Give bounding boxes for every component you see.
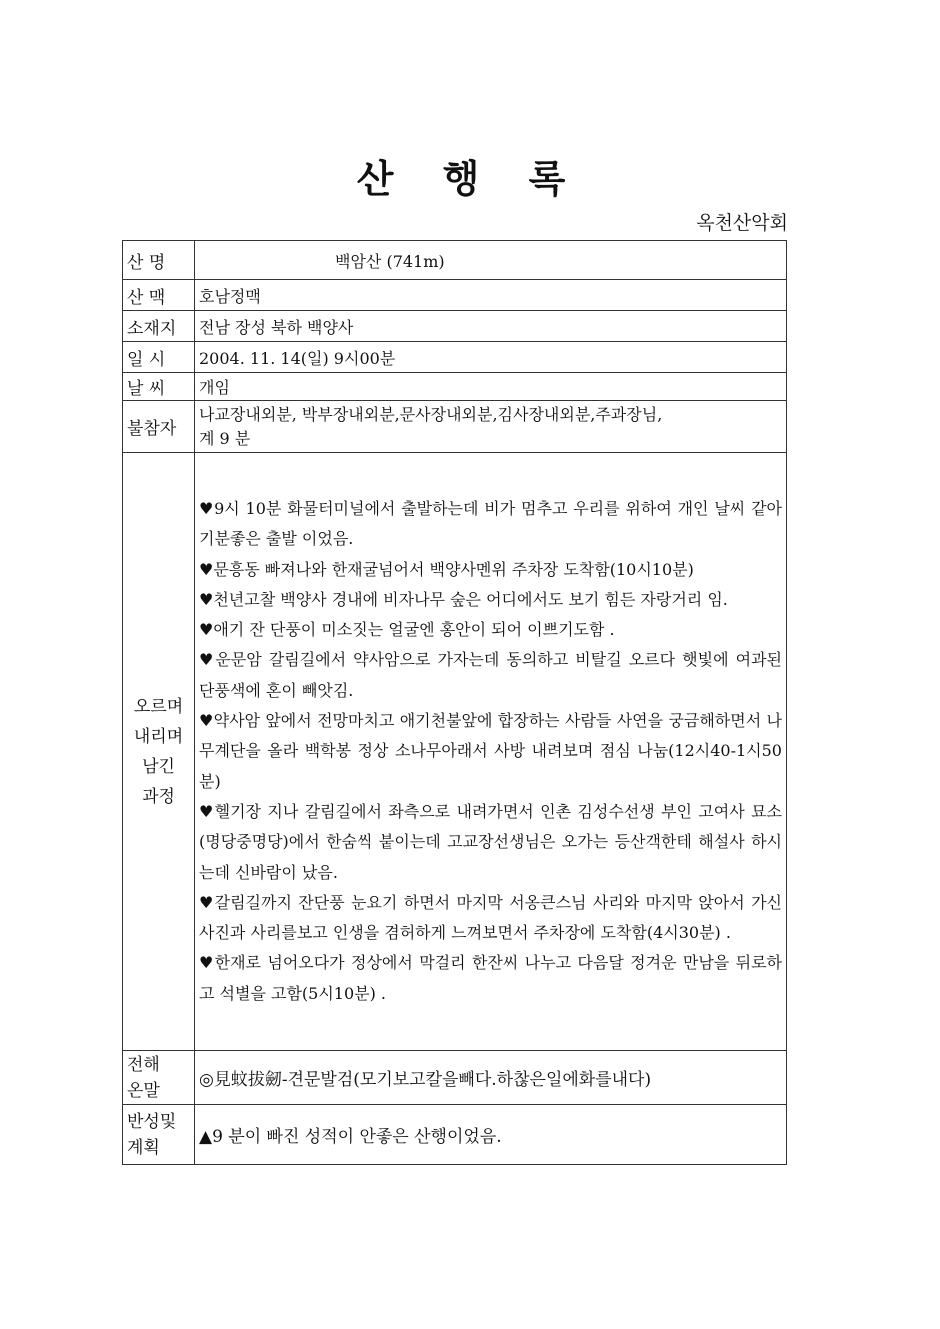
label-location: 소재지 [123,311,195,342]
process-paragraph: ♥한재로 넘어오다가 정상에서 막걸리 한잔씨 나누고 다음달 정겨운 만남을 뒤로하고 석별을 고함(5시10분) . [199,953,782,1003]
row-weather [123,373,787,401]
label-process-line-2: 내리며 [133,726,184,747]
value-date: 2004. 11. 14(일) 9시00분 [195,342,787,373]
label-participants: 불참자 [123,401,195,453]
row-location [123,311,787,342]
label-weather: 날 씨 [123,373,195,401]
process-paragraph: ♥헬기장 지나 갈림길에서 좌측으로 내려가면서 인촌 김성수선생 부인 고여사 묘소(명당중명당)에서 한숨씩 붙이는데 고교장선생님은 오가는 등산객한테 해설사 하시는데 신바람이 났음. [199,801,782,882]
process-paragraph: ♥애기 잔 단풍이 미소짓는 얼굴엔 홍안이 되어 이쁘기도함 . [199,620,615,640]
row-date [123,342,787,373]
value-weather: 개임 [195,373,787,401]
row-participants [123,401,787,453]
process-paragraph: ♥운문암 갈림길에서 약사암으로 가자는데 동의하고 비탈길 오르다 햇빛에 여과된 단풍색에 혼이 빼앗김. [199,650,782,700]
label-reflection [123,1105,195,1165]
label-reflection-line-1: 반성및 [127,1111,177,1132]
row-process [123,453,787,1051]
value-participants [195,401,787,453]
participants-line-2: 계 9 분 [199,428,251,448]
label-process [123,453,195,1051]
process-paragraph: ♥갈림길까지 잔단풍 눈요기 하면서 마지막 서옹큰스님 사리와 마지막 앉아서 가신 사진과 사리를보고 인생을 겸허하게 느껴보면서 주차장에 도착함(4시30분) . [199,892,782,943]
document-title: 산 행 록 [356,156,584,201]
label-process-line-1: 오르며 [133,696,184,717]
value-reflection: ▲9 분이 빠진 성적이 안좋은 산행이었음. [195,1105,787,1165]
label-saying-line-2: 온말 [127,1080,160,1101]
label-mountain: 산 명 [123,241,195,280]
row-ridge [123,280,787,311]
process-paragraph: ♥9시 10분 화물터미널에서 출발하는데 비가 멈추고 우리를 위하여 개인 날씨 같아 기분좋은 출발 이었음. [199,498,782,549]
process-notes [195,453,787,1051]
process-paragraph: ♥약사암 앞에서 전망마치고 애기천불앞에 합장하는 사람들 사연을 궁금해하면서 나무계단을 올라 백학봉 정상 소나무아래서 사방 내려보며 점심 나눔(12시40-1시50분) [199,711,782,791]
process-paragraph: ♥천년고찰 백양사 경내에 비자나무 숲은 어디에서도 보기 힘든 자랑거리 임. [199,589,728,609]
row-reflection [123,1105,787,1165]
label-ridge: 산 맥 [123,280,195,311]
label-process-line-4: 과정 [142,786,175,807]
label-date: 일 시 [123,342,195,373]
label-process-line-3: 남긴 [142,756,175,777]
value-ridge: 호남정맥 [195,280,787,311]
hiking-log-table [122,240,787,1165]
participants-line-1: 나교장내외분, 박부장내외분,문사장내외분,김사장내외분,주과장님, [199,404,663,424]
value-saying: ◎見蚊拔劒-견문발검(모기보고칼을빼다.하찮은일에화를내다) [195,1051,787,1105]
label-saying-line-1: 전해 [127,1054,160,1075]
value-mountain: 백암산 (741m) [195,241,787,280]
row-mountain [123,241,787,280]
row-saying [123,1051,787,1105]
label-saying [123,1051,195,1105]
value-location: 전남 장성 북하 백양사 [195,311,787,342]
organization-name: 옥천산악회 [696,212,788,234]
label-reflection-line-2: 계획 [127,1137,160,1158]
process-paragraph: ♥문흥동 빠져나와 한재굴넘어서 백양사멘위 주차장 도착함(10시10분) [199,559,694,579]
